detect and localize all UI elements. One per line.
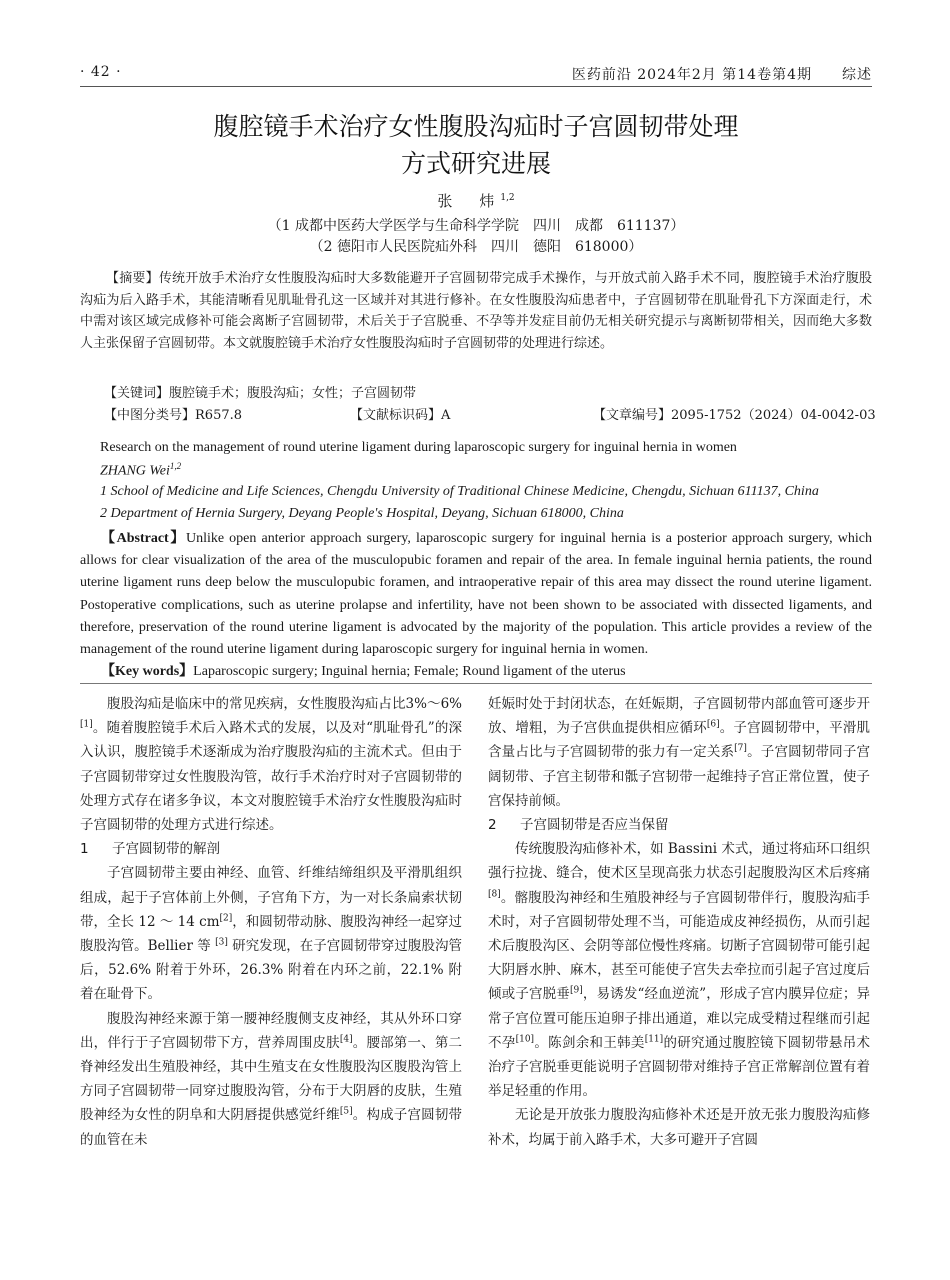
title-line-1: 腹腔镜手术治疗女性腹股沟疝时子宫圆韧带处理	[213, 112, 739, 141]
running-header	[80, 62, 872, 87]
body-column-right	[488, 692, 870, 1152]
citation: [8]	[488, 889, 501, 900]
cn-keywords-text: 腹腔镜手术；腹股沟疝；女性；子宫圆韧带	[169, 386, 417, 401]
english-author-sup: 1,2	[169, 461, 182, 471]
intro-paragraph: 腹股沟疝是临床中的常见疾病，女性腹股沟疝占比3%～6%[1]。随着腹腔镜手术后入路术式的发展，以及对“肌耻骨孔”的深入认识，腹腔镜手术逐渐成为治疗腹股沟疝的主流术式。但由于子宫圆韧带穿过女性腹股沟管，故行手术治疗时对子宫圆韧带的处理方式存在诸多争议，本文对腹腔镜手术治疗女性腹股沟疝时子宫圆韧带的处理方式进行综述。	[80, 696, 462, 834]
art-label: 【文章编号】	[593, 408, 672, 423]
body-column-left	[80, 692, 462, 1152]
english-author-name: ZHANG Wei	[100, 463, 170, 479]
clc-label: 【中图分类号】	[104, 408, 196, 423]
section-divider	[80, 683, 872, 684]
english-title: Research on the management of round uterine ligament during laparoscopic surgery for inguinal hernia in women	[100, 440, 737, 455]
clc-value: R657.8	[195, 408, 243, 423]
en-keywords-text: Laparoscopic surgery; Inguinal hernia; Female; Round ligament of the uterus	[193, 664, 626, 679]
section-label: 综述	[842, 67, 872, 83]
citation: [2]	[219, 913, 233, 924]
chinese-abstract	[80, 268, 872, 354]
en-abstract-label: 【Abstract】	[101, 531, 186, 546]
english-affiliation-1: 1 School of Medicine and Life Sciences, Chengdu University of Traditional Chinese Medicine, Chengdu, Sichuan 611137, China	[100, 484, 819, 499]
author	[80, 190, 872, 211]
journal-issue: 医药前沿 2024年2月 第14卷第4期	[571, 67, 812, 83]
citation: [9]	[569, 985, 583, 996]
article-title	[80, 108, 872, 182]
citation: [7]	[734, 743, 747, 754]
en-keywords-label: 【Key words】	[101, 664, 194, 679]
paragraph: 子宫圆韧带主要由神经、血管、纤维结缔组织及平滑肌组织组成，起于子宫体前上外侧，子宫角下方，为一对长条扁索状韧带，全长 12 ～ 14 cm[2]，和圆韧带动脉、腹股沟神经一起穿过腹股沟管。Bellier 等 [3] 研究发现，在子宫圆韧带穿过腹股沟管后，52.6% 附着于外环，26.3% 附着在内环之前，22.1% 附着在耻骨下。	[80, 865, 463, 1003]
doc-label: 【文献标识码】	[350, 408, 442, 423]
affiliation-2: （2 德阳市人民医院疝外科 四川 德阳 618000）	[309, 239, 643, 255]
cn-abstract-text: 传统开放手术治疗女性腹股沟疝时大多数能避开子宫圆韧带完成手术操作，与开放式前入路手术不同，腹腔镜手术治疗腹股沟疝为后入路手术，其能清晰看见肌耻骨孔这一区域并对其进行修补。在女性腹股沟疝患者中，子宫圆韧带在肌耻骨孔下方深面走行，术中需对该区域完成修补可能会离断子宫圆韧带，术后关于子宫脱垂、不孕等并发症目前仍无相关研究提示与离断韧带相关，因而绝大多数人主张保留子宫圆韧带。本文就腹腔镜手术治疗女性腹股沟疝时子宫圆韧带的处理进行综述。	[80, 271, 872, 351]
author-name: 张 炜	[437, 192, 501, 210]
author-affil-sup: 1,2	[500, 193, 515, 203]
section-heading-2: 2 子宫圆韧带是否应当保留	[488, 817, 669, 834]
english-keywords	[101, 660, 626, 680]
paragraph: 传统腹股沟疝修补术，如 Bassini 术式，通过将疝环口组织强行拉拢、缝合，使术区呈现高张力状态引起腹股沟区术后疼痛[8]。髂腹股沟神经和生殖股神经与子宫圆韧带伴行，腹股沟疝手术时，对子宫圆韧带处理不当，可能造成皮神经损伤，从而引起术后腹股沟区、会阴等部位慢性疼痛。切断子宫圆韧带可能引起大阴唇水肿、麻木，甚至可能使子宫失去牵拉而引起子宫过度后倾或子宫脱垂[9]，易诱发“经血逆流”，形成子宫内膜异位症；异常子宫位置可能压迫卵子排出通道，难以完成受精过程继而引起不孕[10]。陈剑余和王韩美[11]的研究通过腹腔镜下圆韧带悬吊术治疗子宫脱垂更能说明子宫圆韧带对维持子宫正常解剖位置有着举足轻重的作用。	[488, 841, 871, 1100]
clc-number	[104, 404, 242, 423]
paragraph-continued: 妊娠时处于封闭状态，在妊娠期，子宫圆韧带内部血管可逐步开放、增粗，为子宫供血提供相应循环[6]。子宫圆韧带中，平滑肌含量占比与子宫圆韧带的张力有一定关系[7]。子宫圆韧带同子宫阔韧带、子宫主韧带和骶子宫韧带一起维持子宫正常位置，使子宫保持前倾。	[488, 696, 871, 809]
article-number	[593, 404, 876, 423]
english-abstract	[80, 528, 872, 661]
doc-value: A	[441, 408, 451, 423]
cn-keywords-label: 【关键词】	[104, 386, 170, 401]
title-line-2: 方式研究进展	[400, 149, 551, 178]
document-code	[350, 404, 450, 423]
paragraph: 腹股沟神经来源于第一腰神经腹侧支皮神经，其从外环口穿出，伴行于子宫圆韧带下方，营养周围皮肤[4]。腰部第一、第二脊神经发出生殖股神经，其中生殖支在女性腹股沟区腹股沟管上方同子宫圆韧带一同穿过腹股沟管，分布于大阴唇的皮肤，生殖股神经为女性的阴阜和大阴唇提供感觉纤维[5]。构成子宫圆韧带的血管在未	[80, 1010, 463, 1148]
cn-abstract-label: 【摘要】	[106, 271, 159, 286]
en-abstract-text: Unlike open anterior approach surgery, laparoscopic surgery for inguinal hernia is a posterior approach surgery, which allows for clear visualization of the area of the musculopubic foramen and repair of the area. In female inguinal hernia patients, the round uterine ligament runs deep below the musculopubic foramen, and intraoperative repair of this area may dissect the round uterine ligament. Postoperative complications, such as uterine prolapse and infertility, have not been shown to be associated with dissected ligaments, and therefore, preservation of the round uterine ligament is advocated by the majority of the population. This article provides a review of the management of the round uterine ligament during laparoscopic surgery for inguinal hernia in women.	[80, 531, 872, 658]
page-number: · 42 ·	[80, 64, 122, 80]
art-value: 2095-1752（2024）04-0042-03	[671, 408, 876, 423]
citation: [11]	[644, 1034, 664, 1045]
english-affiliation-2: 2 Department of Hernia Surgery, Deyang People's Hospital, Deyang, Sichuan 618000, China	[100, 506, 624, 521]
citation: [5]	[339, 1106, 353, 1117]
chinese-keywords	[104, 382, 416, 401]
citation: [6]	[706, 719, 720, 730]
paragraph: 无论是开放张力腹股沟疝修补术还是开放无张力腹股沟疝修补术，均属于前入路手术，大多可避开子宫圆	[488, 1107, 870, 1148]
affiliation-1: （1 成都中医药大学医学与生命科学学院 四川 成都 611137）	[267, 218, 685, 234]
citation: [3]	[215, 937, 228, 948]
journal-info	[572, 64, 872, 84]
citation: [10]	[515, 1034, 535, 1045]
citation: [1]	[80, 719, 93, 730]
section-heading-1: 1 子宫圆韧带的解剖	[80, 841, 220, 858]
english-author	[100, 461, 872, 480]
citation: [4]	[339, 1034, 353, 1045]
